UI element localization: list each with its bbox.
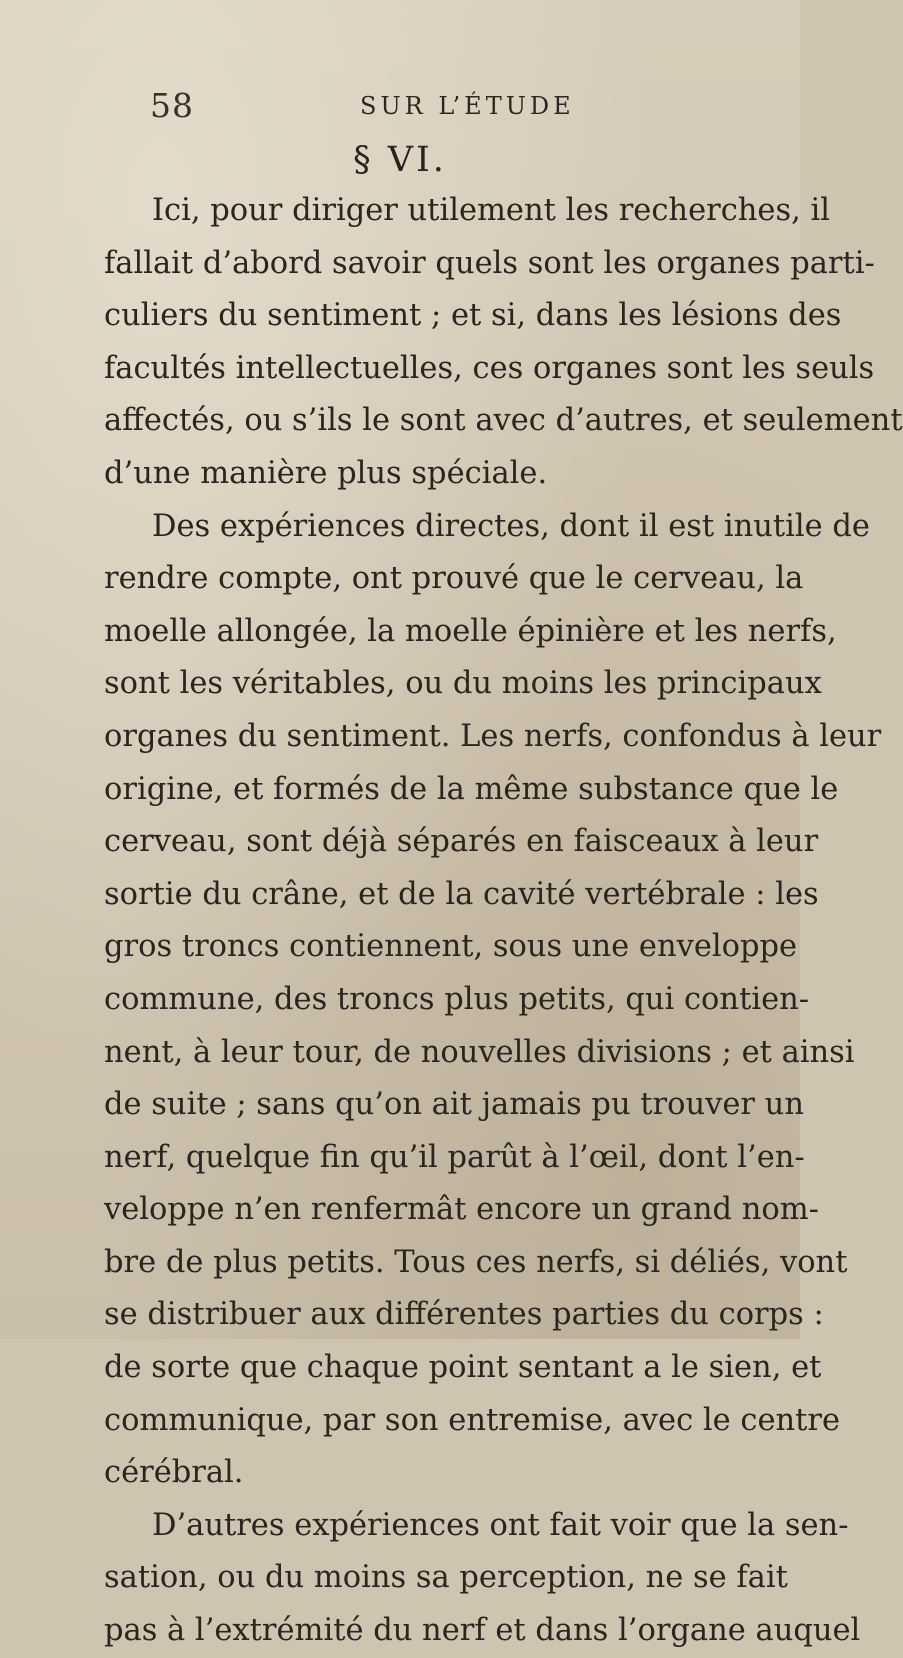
text-line: se distribuer aux différentes parties du corps : — [104, 1297, 824, 1333]
section-heading: § VI. — [353, 140, 447, 180]
body-text — [104, 185, 903, 1658]
text-line: moelle allongée, la moelle épinière et les nerfs, — [104, 613, 837, 649]
text-line: cerveau, sont déjà séparés en faisceaux à leur — [104, 824, 819, 860]
page-header — [150, 86, 710, 126]
paragraph-1 — [104, 185, 903, 501]
text-line: origine, et formés de la même substance que le — [104, 771, 839, 807]
text-line: nent, à leur tour, de nouvelles divisions ; et ainsi — [104, 1034, 855, 1070]
text-line: affectés, ou s’ils le sont avec d’autres, et seulement — [104, 403, 903, 439]
text-line: pas à l’extrémité du nerf et dans l’organe auquel — [104, 1613, 861, 1649]
text-line: cérébral. — [104, 1455, 244, 1491]
text-line: rendre compte, ont prouvé que le cerveau, la — [104, 561, 804, 597]
text-line: de sorte que chaque point sentant a le sien, et — [104, 1350, 822, 1386]
text-line: fallait d’abord savoir quels sont les organes parti- — [104, 245, 875, 281]
text-line: communique, par son entremise, avec le centre — [104, 1402, 841, 1438]
text-line: bre de plus petits. Tous ces nerfs, si déliés, vont — [104, 1244, 848, 1280]
text-line: sortie du crâne, et de la cavité vertébrale : les — [104, 876, 819, 912]
text-line: gros troncs contiennent, sous une enveloppe — [104, 929, 798, 965]
text-line: commune, des troncs plus petits, qui contien- — [104, 981, 810, 1017]
paragraph-2 — [104, 501, 882, 1500]
text-line: de suite ; sans qu’on ait jamais pu trouver un — [104, 1087, 804, 1123]
page-number: 58 — [150, 86, 194, 125]
text-line: sation, ou du moins sa perception, ne se fait — [104, 1560, 788, 1596]
running-head: SUR L’ÉTUDE — [360, 92, 575, 120]
text-line: Des expériences directes, dont il est inutile de — [152, 508, 870, 544]
text-line: culiers du sentiment ; et si, dans les lésions des — [104, 298, 842, 334]
text-line: D’autres expériences ont fait voir que la sen- — [152, 1507, 849, 1543]
text-line: d’une manière plus spéciale. — [104, 455, 548, 491]
text-line: veloppe n’en renfermât encore un grand nom- — [104, 1192, 819, 1228]
text-line: nerf, quelque fin qu’il parût à l’œil, dont l’en- — [104, 1139, 805, 1175]
text-line: Ici, pour diriger utilement les recherches, il — [152, 193, 831, 228]
text-line: facultés intellectuelles, ces organes sont les seuls — [104, 350, 875, 386]
text-line: organes du sentiment. Les nerfs, confondus à leur — [104, 718, 882, 754]
text-line: sont les véritables, ou du moins les principaux — [104, 666, 822, 702]
paragraph-3 — [104, 1500, 861, 1658]
